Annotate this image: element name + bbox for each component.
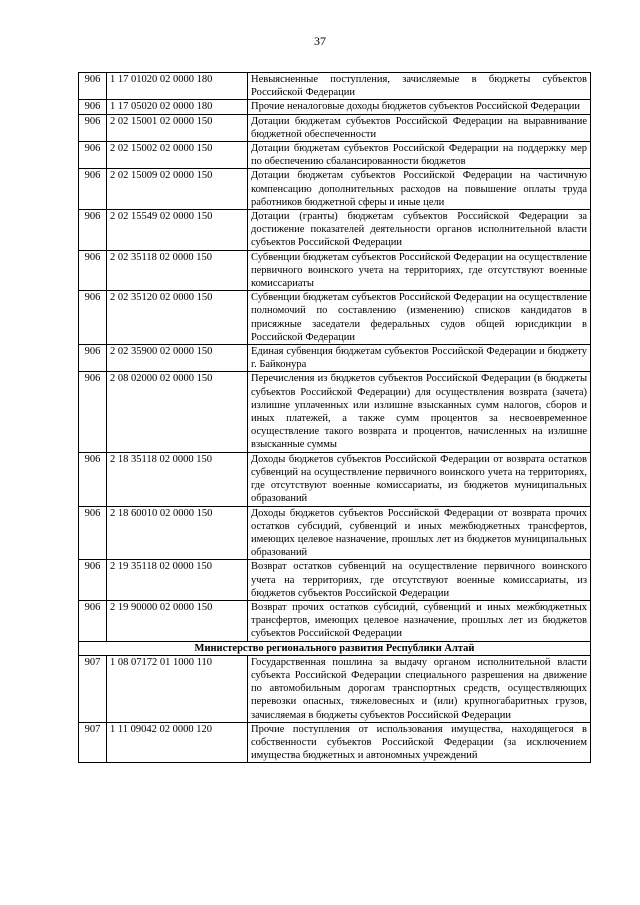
- budget-code-cell: 2 02 15549 02 0000 150: [107, 210, 248, 251]
- description-cell: Единая субвенция бюджетам субъектов Российской Федерации и бюджету г. Байконура: [248, 345, 591, 372]
- budget-code-cell: 2 02 35900 02 0000 150: [107, 345, 248, 372]
- description-cell: Доходы бюджетов субъектов Российской Федерации от возврата прочих остатков субсидий, субвенций и иных межбюджетных трансфертов, имеющих целевое назначение, прошлых лет из бюджетов муниципальных образований: [248, 506, 591, 560]
- budget-code-cell: 2 19 35118 02 0000 150: [107, 560, 248, 601]
- admin-code-cell: 907: [79, 722, 107, 763]
- table-row: [79, 600, 591, 641]
- table-row: [79, 452, 591, 506]
- table-row: [79, 291, 591, 345]
- page-number: 37: [314, 34, 326, 48]
- admin-code-cell: 906: [79, 250, 107, 291]
- description-cell: Дотации (гранты) бюджетам субъектов Российской Федерации за достижение показателей деятельности органов исполнительной власти субъектов Российской Федерации: [248, 210, 591, 251]
- section-header-row: [79, 641, 591, 655]
- budget-code-cell: 2 02 15001 02 0000 150: [107, 114, 248, 141]
- table-row: [79, 210, 591, 251]
- description-cell: Возврат прочих остатков субсидий, субвенций и иных межбюджетных трансфертов, имеющих целевое назначение, прошлых лет из бюджетов субъектов Российской Федерации: [248, 600, 591, 641]
- table-row: [79, 100, 591, 114]
- budget-code-cell: 2 19 90000 02 0000 150: [107, 600, 248, 641]
- description-cell: Перечисления из бюджетов субъектов Российской Федерации (в бюджеты субъектов Российской Федерации) для осуществления возврата (зачета) излишне уплаченных или излишне взысканных сумм налогов, сборов и иных платежей, а также сумм процентов за несвоевременное осуществление такого возврата и процентов, начисленных на излишне взысканные суммы: [248, 372, 591, 452]
- budget-code-cell: 2 02 15009 02 0000 150: [107, 169, 248, 210]
- table-row: [79, 506, 591, 560]
- admin-code-cell: 906: [79, 73, 107, 100]
- description-cell: Доходы бюджетов субъектов Российской Федерации от возврата остатков субвенций на осуществление первичного воинского учета на территориях, где отсутствуют военные комиссариаты, из бюджетов муниципальных образований: [248, 452, 591, 506]
- admin-code-cell: 906: [79, 506, 107, 560]
- income-codes-table: [78, 72, 591, 763]
- description-cell: Невыясненные поступления, зачисляемые в бюджеты субъектов Российской Федерации: [248, 73, 591, 100]
- budget-code-cell: 2 18 35118 02 0000 150: [107, 452, 248, 506]
- table-row: [79, 722, 591, 763]
- budget-code-cell: 2 02 35118 02 0000 150: [107, 250, 248, 291]
- description-cell: Дотации бюджетам субъектов Российской Федерации на выравнивание бюджетной обеспеченности: [248, 114, 591, 141]
- admin-code-cell: 906: [79, 560, 107, 601]
- admin-code-cell: 907: [79, 655, 107, 722]
- section-title: Министерство регионального развития Республики Алтай: [79, 641, 591, 655]
- admin-code-cell: 906: [79, 142, 107, 169]
- table-row: [79, 372, 591, 452]
- admin-code-cell: 906: [79, 169, 107, 210]
- description-cell: Прочие неналоговые доходы бюджетов субъектов Российской Федерации: [248, 100, 591, 114]
- description-cell: Субвенции бюджетам субъектов Российской Федерации на осуществление полномочий по составлению (изменению) списков кандидатов в присяжные заседатели федеральных судов общей юрисдикции в Российской Федерации: [248, 291, 591, 345]
- budget-code-cell: 2 02 35120 02 0000 150: [107, 291, 248, 345]
- table-row: [79, 345, 591, 372]
- table-row: [79, 250, 591, 291]
- budget-code-cell: 2 02 15002 02 0000 150: [107, 142, 248, 169]
- description-cell: Государственная пошлина за выдачу органом исполнительной власти субъекта Российской Федерации специального разрешения на движение по автомобильным дорогам транспортных средств, осуществляющих перевозки опасных, тяжеловесных и (или) крупногабаритных грузов, зачисляемая в бюджеты субъектов Российской Федерации: [248, 655, 591, 722]
- table-row: [79, 560, 591, 601]
- table-row: [79, 114, 591, 141]
- admin-code-cell: 906: [79, 600, 107, 641]
- budget-code-cell: 1 17 05020 02 0000 180: [107, 100, 248, 114]
- description-cell: Прочие поступления от использования имущества, находящегося в собственности субъектов Российской Федерации (за исключением имущества бюджетных и автономных учреждений: [248, 722, 591, 763]
- budget-code-cell: 1 11 09042 02 0000 120: [107, 722, 248, 763]
- admin-code-cell: 906: [79, 114, 107, 141]
- table-row: [79, 655, 591, 722]
- description-cell: Дотации бюджетам субъектов Российской Федерации на частичную компенсацию дополнительных расходов на повышение оплаты труда работников бюджетной сферы и иные цели: [248, 169, 591, 210]
- admin-code-cell: 906: [79, 210, 107, 251]
- admin-code-cell: 906: [79, 452, 107, 506]
- description-cell: Возврат остатков субвенций на осуществление первичного воинского учета на территориях, где отсутствуют военные комиссариаты, из бюджетов субъектов Российской Федерации: [248, 560, 591, 601]
- budget-code-cell: 2 18 60010 02 0000 150: [107, 506, 248, 560]
- description-cell: Дотации бюджетам субъектов Российской Федерации на поддержку мер по обеспечению сбалансированности бюджетов: [248, 142, 591, 169]
- table-row: [79, 73, 591, 100]
- budget-code-cell: 2 08 02000 02 0000 150: [107, 372, 248, 452]
- budget-code-cell: 1 08 07172 01 1000 110: [107, 655, 248, 722]
- admin-code-cell: 906: [79, 372, 107, 452]
- table-body: [79, 73, 591, 763]
- admin-code-cell: 906: [79, 291, 107, 345]
- admin-code-cell: 906: [79, 345, 107, 372]
- budget-code-cell: 1 17 01020 02 0000 180: [107, 73, 248, 100]
- description-cell: Субвенции бюджетам субъектов Российской Федерации на осуществление первичного воинского учета на территориях, где отсутствуют военные комиссариаты: [248, 250, 591, 291]
- admin-code-cell: 906: [79, 100, 107, 114]
- table-row: [79, 142, 591, 169]
- table-row: [79, 169, 591, 210]
